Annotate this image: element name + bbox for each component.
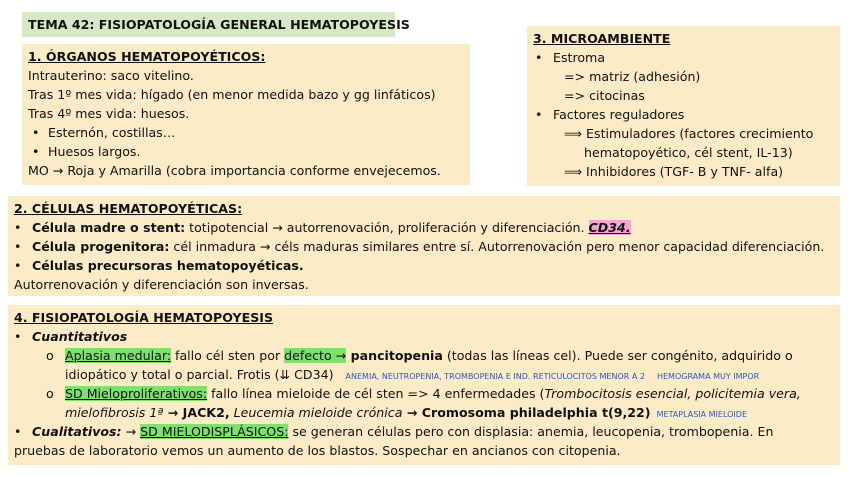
aplasia-text-2: (todas las líneas cel). Puede ser congénito, adquirido o [442,348,793,363]
bullet: • [14,220,22,235]
organos-line-3: Tras 4º mes vida: huesos. [28,106,190,121]
celulas-progenitora-text: cél inmadura → céls maduras similares entre sí. Autorrenovación pero menor capacidad diferenciación. [169,239,825,254]
celulas-madre-text: totipotencial → autorrenovación, proliferación y diferenciación. [185,220,589,235]
fisio-sd [65,384,801,403]
cd34-highlight: CD34. [588,220,631,235]
celulas-precursoras: Células precursoras hematopoyéticas. [32,258,304,273]
microambiente-section [527,26,840,186]
micro-inhibidores: ⟹ Inhibidores (TGF- B y TNF- alfa) [564,164,784,179]
circle-bullet: o [46,386,54,401]
micro-citocinas: => citocinas [564,88,645,103]
micro-matriz: => matriz (adhesión) [564,69,701,84]
sd-italic-1: Trombocitosis esencial, policitemia vera, [544,386,801,401]
bullet: • [535,50,543,65]
bullet: • [14,258,22,273]
sd-jack2: → JACK2, [163,405,230,420]
cualitativos-arrow: → [121,424,141,439]
aplasia-highlight: Aplasia medular: [65,348,172,363]
bullet: • [32,144,40,159]
bullet: • [14,239,22,254]
sd-mielodisplasicos-highlight: SD MIELODISPLÁSICOS: [140,424,289,439]
note-hemograma: HEMOGRAMA MUY IMPOR [656,372,760,381]
organos-line-2: Tras 1º mes vida: hígado (en menor medida bazo y gg linfáticos) [28,87,436,102]
sd-text-1: fallo línea mieloide de cél sten => 4 enfermedades ( [207,386,545,401]
fisio-cualitativos [32,422,773,441]
micro-estroma: Estroma [553,50,606,65]
aplasia-text-1: fallo cél sten por [171,348,285,363]
bullet: • [14,424,22,439]
bullet: • [14,329,22,344]
organos-bullet-1: Esternón, costillas… [48,125,176,140]
celulas-progenitora-label: Célula progenitora: [32,239,170,254]
fisio-cualitativos-cont: pruebas de laboratorio vemos un aumento de los blastos. Sospechar en ancianos con citopenia. [14,443,621,458]
micro-estimuladores: ⟹ Estimuladores (factores crecimiento [564,126,814,141]
celulas-madre-label: Célula madre o stent: [32,220,186,235]
fisio-heading: 4. FISIOPATOLOGÍA HEMATOPOYESIS [14,310,274,325]
aplasia-pancitopenia: pancitopenia [346,348,443,363]
note-metaplasia: METAPLASIA MIELOIDE [656,410,748,419]
fisiopatologia-section [8,305,840,465]
bullet: • [535,107,543,122]
celulas-section [8,196,840,296]
cualitativos-label: Cualitativos: [32,424,122,439]
page-title: TEMA 42: FISIOPATOLOGÍA GENERAL HEMATOPOYESIS [22,12,395,37]
sd-cromosoma: → Cromosoma philadelphia t(9,22) [402,405,651,420]
micro-estimuladores-cont: hematopoyético, cél stent, IL-13) [584,145,793,160]
celulas-progenitora [32,237,824,256]
micro-heading: 3. MICROAMBIENTE [533,31,671,46]
celulas-autorrenovacion: Autorrenovación y diferenciación son inversas. [14,277,309,292]
organos-mo: MO → Roja y Amarilla (cobra importancia conforme envejecemos. [28,163,441,178]
fisio-cuantitativos: Cuantitativos [32,329,128,344]
fisio-sd-cont [65,403,747,424]
note-anemia: ANEMIA, NEUTROPENIA, TROMBOPENIA E IND. RETICULOCITOS MENOR A 2 [345,372,645,381]
sd-italic-3: Leucemia mieloide crónica [229,405,403,420]
sd-mieloproliferativos-highlight: SD Mieloproliferativos: [65,386,208,401]
organos-section [22,44,470,185]
sd-italic-2: mielofibrosis 1ª [65,405,164,420]
micro-factores: Factores reguladores [553,107,685,122]
celulas-heading: 2. CÉLULAS HEMATOPOYÉTICAS: [14,201,243,216]
defecto-highlight: defecto → [284,348,347,363]
fisio-aplasia-cont [65,365,759,386]
bullet: • [32,125,40,140]
cualitativos-text-1: se generan células pero con displasia: anemia, leucopenia, trombopenia. En [288,424,774,439]
organos-line-1: Intrauterino: saco vitelino. [28,68,194,83]
circle-bullet: o [46,348,54,363]
organos-bullet-2: Huesos largos. [48,144,141,159]
celulas-madre [32,218,631,237]
organos-heading: 1. ÓRGANOS HEMATOPOYÉTICOS: [28,49,266,64]
fisio-aplasia [65,346,793,365]
aplasia-text-3: idiopático y total o parcial. Frotis (⇊ CD34) [65,367,334,382]
